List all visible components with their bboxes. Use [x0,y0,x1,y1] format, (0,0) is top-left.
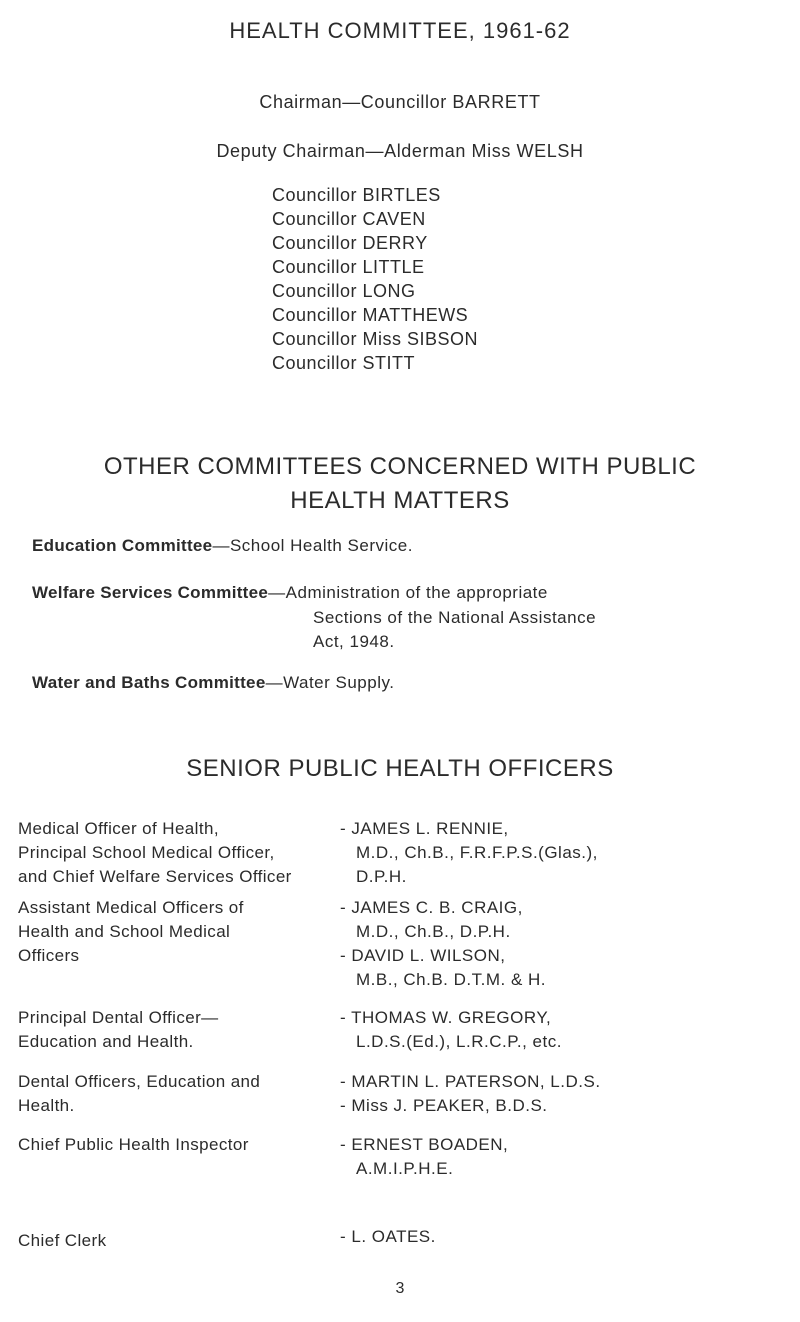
holder-line: - ERNEST BOADEN, [340,1135,509,1154]
officer-role [18,1133,249,1157]
role-line: Principal Dental Officer— [18,1008,219,1027]
role-line: Health and School Medical [18,922,231,941]
holder-line: D.P.H. [356,867,407,886]
committee-desc-continued [313,606,596,654]
member-item: Councillor BIRTLES [272,185,441,205]
holder-line: - DAVID L. WILSON, [340,946,506,965]
committee-members-list [272,183,478,375]
holder-line: - Miss J. PEAKER, B.D.S. [340,1096,548,1115]
officer-holder [340,1133,508,1181]
committee-name: Education Committee [32,536,213,555]
page-title: HEALTH COMMITTEE, 1961-62 [229,18,571,43]
member-item: Councillor DERRY [272,233,428,253]
heading-line: HEALTH MATTERS [290,487,510,514]
role-line: Medical Officer of Health, [18,819,219,838]
committee-name: Water and Baths Committee [32,673,266,692]
member-item: Councillor Miss SIBSON [272,329,479,349]
chairman-line: Chairman—Councillor BARRETT [259,92,541,112]
holder-line: A.M.I.P.H.E. [356,1159,454,1178]
committee-desc: —Administration of the appropriate [268,583,548,602]
officer-role [18,896,244,968]
holder-line: - JAMES L. RENNIE, [340,819,509,838]
holder-line: - MARTIN L. PATERSON, L.D.S. [340,1072,601,1091]
deputy-chairman-line: Deputy Chairman—Alderman Miss WELSH [216,141,584,161]
role-line: Chief Clerk [18,1231,107,1250]
holder-line: M.D., Ch.B., D.P.H. [356,922,511,941]
role-line: and Chief Welfare Services Officer [18,867,292,886]
holder-line: - THOMAS W. GREGORY, [340,1008,552,1027]
committee-desc: —School Health Service. [212,536,413,555]
holder-line: M.D., Ch.B., F.R.F.P.S.(Glas.), [356,843,598,862]
committee-entry-water [32,673,394,693]
holder-line: M.B., Ch.B. D.T.M. & H. [356,970,547,989]
officer-role [18,1006,219,1054]
officer-role [18,1229,106,1253]
desc-line: Sections of the National Assistance [313,608,597,627]
role-line: Health. [18,1096,75,1115]
member-item: Councillor LITTLE [272,257,425,277]
role-line: Education and Health. [18,1032,194,1051]
committee-name: Welfare Services Committee [32,583,269,602]
heading-line: OTHER COMMITTEES CONCERNED WITH PUBLIC [103,453,697,480]
officer-role [18,1070,260,1118]
role-line: Dental Officers, Education and [18,1072,261,1091]
officer-role [18,817,292,889]
role-line: Principal School Medical Officer, [18,843,275,862]
officer-holder [340,817,598,889]
member-item: Councillor CAVEN [272,209,426,229]
other-committees-heading [0,450,800,518]
holder-line: - JAMES C. B. CRAIG, [340,898,523,917]
holder-line: L.D.S.(Ed.), L.R.C.P., etc. [356,1032,562,1051]
officer-holder [340,1225,436,1249]
holder-line: - L. OATES. [340,1227,436,1246]
role-line: Assistant Medical Officers of [18,898,244,917]
senior-officers-heading: SENIOR PUBLIC HEALTH OFFICERS [186,755,614,782]
page-number: 3 [395,1280,405,1297]
member-item: Councillor STITT [272,353,416,373]
role-line: Officers [18,946,80,965]
officer-holder [340,896,546,992]
officer-holder [340,1006,562,1054]
committee-desc: —Water Supply. [265,673,395,692]
role-line: Chief Public Health Inspector [18,1135,249,1154]
desc-line: Act, 1948. [313,632,395,651]
member-item: Councillor LONG [272,281,416,301]
officer-holder [340,1070,601,1118]
member-item: Councillor MATTHEWS [272,305,469,325]
committee-entry-welfare [32,583,548,603]
committee-entry-education [32,536,413,556]
